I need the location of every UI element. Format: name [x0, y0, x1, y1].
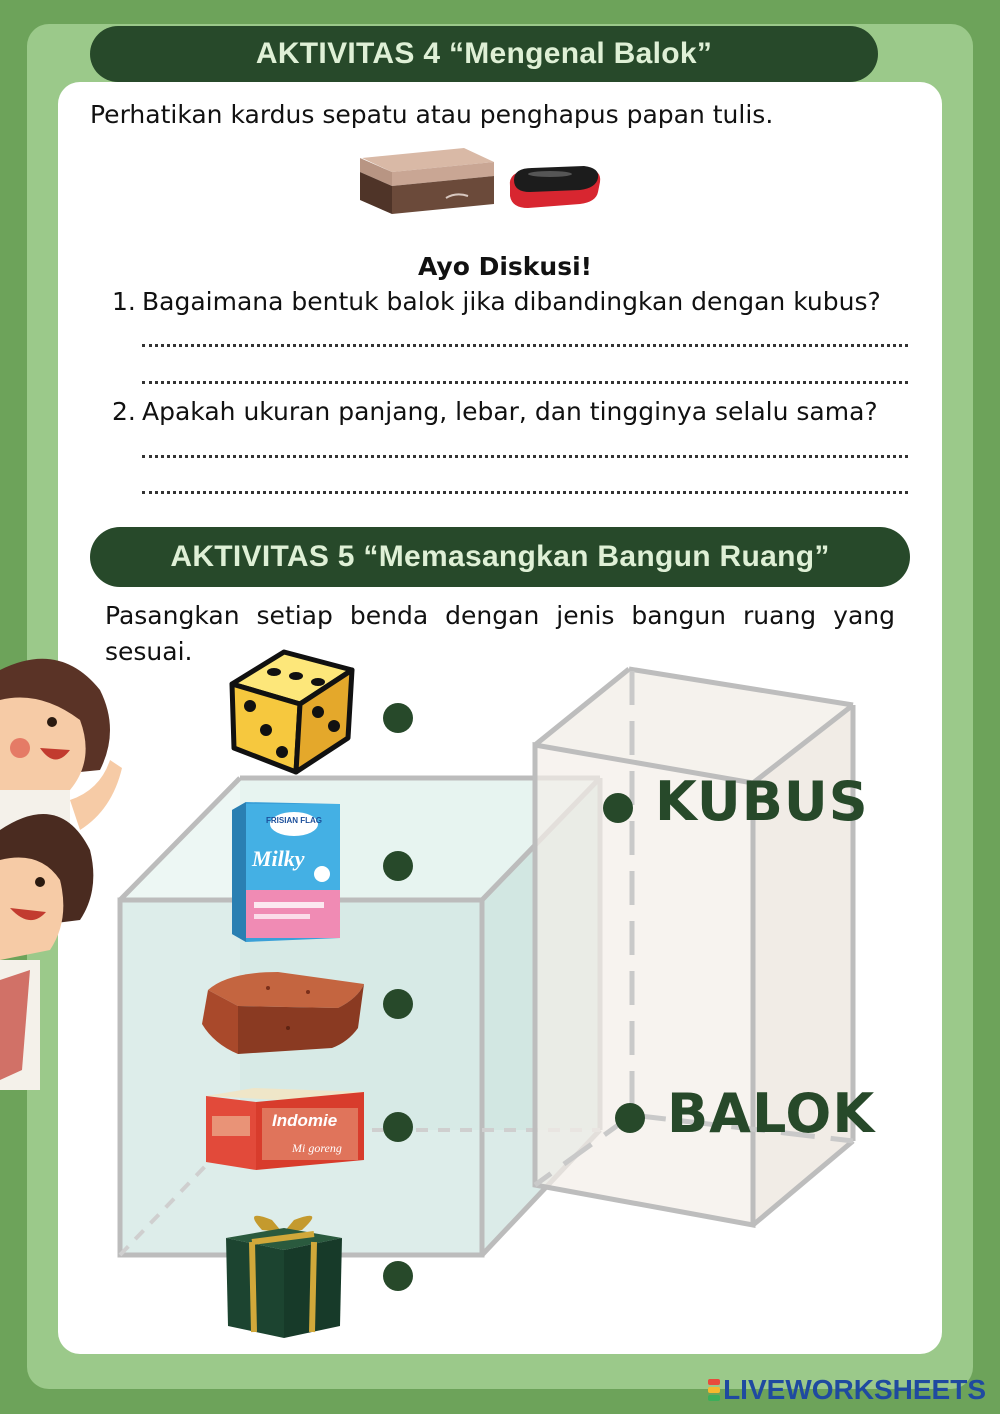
question-number: 1.	[112, 287, 136, 316]
activity-5-title: AKTIVITAS 5 “Memasangkan Bangun Ruang”	[170, 540, 830, 573]
milk-brand: FRISIAN FLAG	[266, 816, 322, 825]
match-dot-brick[interactable]	[383, 989, 413, 1019]
dice-image	[226, 648, 358, 778]
noodle-box-image	[206, 1086, 366, 1172]
match-dot-dice[interactable]	[383, 703, 413, 733]
activity-5-instruction: Pasangkan setiap benda dengan jenis bangun ruang yang sesuai.	[105, 601, 895, 667]
activity-4-title: AKTIVITAS 4 “Mengenal Balok”	[255, 37, 713, 70]
liveworksheets-logo-icon	[708, 1378, 720, 1402]
brick-image	[198, 968, 366, 1058]
match-dot-kubus[interactable]	[603, 793, 633, 823]
watermark-text: LIVEWORKSHEETS	[723, 1374, 986, 1405]
eraser-image	[506, 164, 602, 214]
answer-line-2a[interactable]	[142, 455, 908, 458]
milk-name: Milky	[252, 846, 305, 871]
milk-carton-image	[232, 802, 342, 942]
question-text: Bagaimana bentuk balok jika dibandingkan dengan kubus?	[142, 287, 881, 316]
discussion-heading: Ayo Diskusi!	[417, 252, 593, 281]
question-2	[112, 397, 878, 426]
shoebox-image	[356, 148, 496, 216]
noodle-brand: Indomie	[272, 1111, 338, 1130]
cartoon-girl-image	[0, 650, 130, 1090]
activity-5-banner	[90, 527, 910, 587]
cuboid-outline-image	[535, 665, 857, 1230]
liveworksheets-watermark	[708, 1374, 986, 1406]
answer-label-kubus: KUBUS	[655, 770, 869, 833]
activity-4-banner	[90, 26, 878, 82]
answer-line-2b[interactable]	[142, 491, 908, 494]
question-number: 2.	[112, 397, 136, 426]
question-1	[112, 287, 881, 316]
answer-line-1a[interactable]	[142, 344, 908, 347]
noodle-flavor: Mi goreng	[292, 1141, 342, 1155]
match-dot-noodle-box[interactable]	[383, 1112, 413, 1142]
question-text: Apakah ukuran panjang, lebar, dan tingginya selalu sama?	[142, 397, 878, 426]
match-dot-balok[interactable]	[615, 1103, 645, 1133]
activity-4-instruction: Perhatikan kardus sepatu atau penghapus papan tulis.	[90, 100, 774, 129]
match-dot-gift-box[interactable]	[383, 1261, 413, 1291]
match-dot-milk-carton[interactable]	[383, 851, 413, 881]
answer-label-balok: BALOK	[667, 1082, 876, 1145]
gift-box-image	[222, 1208, 346, 1340]
answer-line-1b[interactable]	[142, 381, 908, 384]
